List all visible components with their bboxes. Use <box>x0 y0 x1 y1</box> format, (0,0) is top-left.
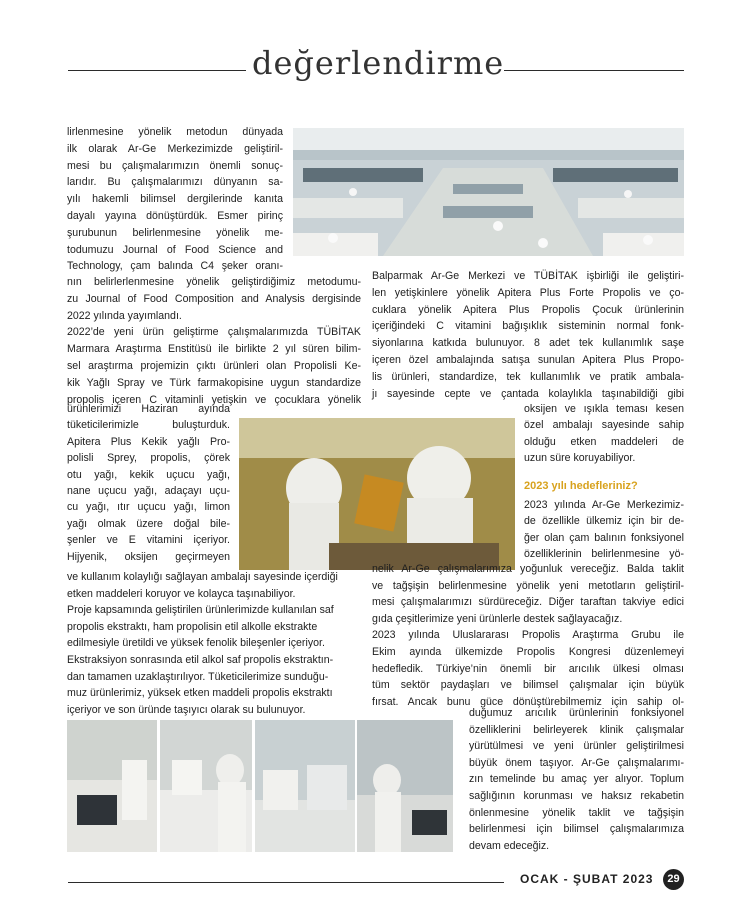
lab-photo-1 <box>67 720 157 852</box>
col1-line: propolis içeren C vitaminli yetişkin ve çocuklara yönelik <box>67 393 361 406</box>
col1-line: ve kullanım kolaylığı sağlayan ambalajı sayesinde içerdiği <box>67 571 338 583</box>
col1-line: içeriyor ve son üründe taşıyıcı olarak su bulunuyor. <box>67 703 306 716</box>
col2-line: len yetişkinlere yönelik Apitera Plus Forte Propolis ve ço- <box>372 286 684 299</box>
lab-photo <box>293 128 684 256</box>
col1-line: Hijyenik, oksijen geçirmeyen <box>67 550 230 563</box>
col1-line: Marmara Araştırma Enstitüsü ile birlikte 2 yıl süren bilim- <box>67 343 361 356</box>
col2-line: mesi çalışmalarımızı sürdüreceğiz. Diğer taraftan takviye edici <box>372 596 684 609</box>
lab-photo-3 <box>255 720 355 852</box>
col1-line: yağı olmak üzere doğal bile- <box>67 517 230 530</box>
section-title: değerlendirme <box>252 44 505 82</box>
col1-line: edilmesiyle üretildi ve yüksek fenolik bileşenler içeriyor. <box>67 637 325 650</box>
col1-line: tüketicilerimizle buluşturduk. <box>67 419 230 432</box>
col2-line: jı sayesinde cepte ve çantada kolaylıkla taşınabildiği gibi <box>372 387 684 400</box>
col1-line: todumuzu Journal of Food Science and <box>67 243 283 256</box>
lab-photo-4 <box>357 720 453 852</box>
col2-line: özel ambalajı sayesinde sahip <box>524 419 684 432</box>
col1-line: muz ürünlerimiz, yüksek etken maddeli propolis ekstraktı <box>67 687 333 700</box>
col1-line: cu yağı, ıtır uçucu yağı, limon <box>67 501 230 514</box>
col2-line: zın temelinde bu amaç yer alıyor. Toplum <box>469 773 684 786</box>
col2-line: lis ürünleri, standardize, tek kullanımlık ve pratik ambala- <box>372 370 684 383</box>
col2-line: tüm sektör paydaşları ve bilimsel çalışmalar için büyük <box>372 679 684 692</box>
col1-line: lirlenmesine yönelik metodun dünyada <box>67 126 283 138</box>
col2-line: olduğu etken maddeleri de <box>524 435 684 448</box>
col1-line: Ekstraksiyon sonrasında etil alkol saf propolis ekstraktın- <box>67 654 334 666</box>
col1-line: Proje kapsamında geliştirilen ürünlerimizde kullanılan saf <box>67 604 334 617</box>
header-rule-right <box>504 70 684 71</box>
col1-line: şenler ve E vitamini içeriyor. <box>67 534 230 547</box>
col1-line: ilk olarak Ar-Ge Merkezimizde geliştiril- <box>67 142 283 155</box>
footer-rule <box>68 882 504 883</box>
col1-line: propolis ekstraktı, ham propolisin etil alkolle ekstrakte <box>67 620 318 633</box>
col2-line: oksijen ve ışıkla teması kesen <box>524 403 684 415</box>
col2-line: duğumuz arıcılık ürünlerinin fonksiyonel <box>469 707 684 719</box>
col1-line: Technology, çam balında C4 şeker oranı- <box>67 260 283 273</box>
col1-line: dayalı yayına dönüştürdük. Esmer pirinç <box>67 210 283 222</box>
col1-line: otu yağı, kekik uçucu yağı, <box>67 468 230 481</box>
col2-line: 2023 yılında Ar-Ge Merkezimiz- <box>524 499 684 511</box>
col2-line: devam edeceğiz. <box>469 839 550 852</box>
col2-line: sağlığının korunması ve haksız rekabetin <box>469 790 684 802</box>
col2-line: nelik Ar-Ge çalışmalarımıza yoğunluk vereceğiz. Balda taklit <box>372 563 684 575</box>
col1-line: 2022’de yeni ürün geliştirme çalışmalarımızda TÜBİTAK <box>67 326 361 339</box>
col1-line: nın belirlerlenmesine yönelik geliştirdiğimiz metodumu- <box>67 276 361 288</box>
col2-line: 2023 yılında Uluslararası Propolis Araştırma Grubu ile <box>372 629 684 642</box>
header-rule-left <box>68 70 246 71</box>
col2-line: uzun süre koruyabiliyor. <box>524 452 636 465</box>
beekeeper-photo <box>239 418 515 570</box>
lab-photo-2 <box>160 720 252 852</box>
col2-line: hedefledik. Türkiye’nin önemli bir arıcılık ülkesi olması <box>372 662 684 675</box>
col1-line: etken maddeleri koruyor ve kolayca taşınabiliyor. <box>67 587 296 600</box>
col1-line: yılı hakemli bilimsel dergilerinde kanıta <box>67 193 283 206</box>
col2-line: gıda çeşitlerimize yeni ürünlerle destek sağlayacağız. <box>372 612 623 625</box>
col1-line: nane uçucu yağı, adaçayı uçu- <box>67 485 230 497</box>
col1-line: Apitera Plus Kekik yağlı Pro- <box>67 435 230 448</box>
col2-line: ğer olan çam balının fonksiyonel <box>524 531 684 544</box>
col2-line: cuklara yönelik Apitera Plus Propolis Çocuk ürünlerinin <box>372 303 684 316</box>
col2-line: içeren özel ambalajında satışa sunulan Apitera Plus Propo- <box>372 354 684 366</box>
col2-line: de özellikle ülkemiz için bir de- <box>524 515 684 528</box>
col1-line: 2022 yılında yayımlandı. <box>67 309 182 322</box>
issue-label: OCAK - ŞUBAT 2023 <box>520 872 654 886</box>
col2-line: ve tağşişin belirlenmesine yönelik yeni metotların geliştiril- <box>372 579 684 592</box>
col1-line: mesi bu çalışmalarımızın önemli sonuç- <box>67 159 283 172</box>
col2-line: belirlenmesi için bilimsel çalışmalarımıza <box>469 823 684 836</box>
col1-line: kik Yağlı Spray ve Türk farmakopisine uygun standardize <box>67 376 361 389</box>
col2-line: özelliklerini belirleyerek klinik çalışmalar <box>469 723 684 736</box>
col1-line: polisli Sprey, propolis, çörek <box>67 452 230 465</box>
col2-line: yürütülmesi ve yeni ürünler geliştirilmesi <box>469 740 684 753</box>
col1-line: larıdır. Bu çalışmalarımızı dünyanın sa- <box>67 176 283 189</box>
col2-line: Balparmak Ar-Ge Merkezi ve TÜBİTAK işbirliği ile geliştiri- <box>372 270 684 282</box>
col2-line: içeriğindeki C vitamini bağışıklık sisteminin normal fonk- <box>372 320 684 333</box>
col2-line: fırsat. Ancak bunu güce dönüştürebilmemiz için sahip ol- <box>372 695 684 708</box>
col2-line: siyonlarına katkıda bulunuyor. 8 adet tek kullanımlık saşe <box>372 337 684 350</box>
col2-line: önlenmesine yönelik taklit ve tağşişin <box>469 806 684 819</box>
page-number: 29 <box>663 869 684 890</box>
col2-line: Ekim ayında ülkemizde Propolis Kongresi düzenlemeyi <box>372 646 684 658</box>
col1-line: zu Journal of Food Composition and Analysis dergisinde <box>67 292 361 305</box>
col2-line: özelliklerinin belirlenmesine yö- <box>524 548 684 561</box>
section-heading: 2023 yılı hedefleriniz? <box>524 480 638 492</box>
col1-line: dan tamamen uzaklaştırılıyor. Tüketicilerimize sunduğu- <box>67 670 329 683</box>
col1-line: sel araştırma projemizin çıktı ürünleri olan Propolisli Ke- <box>67 360 361 372</box>
col2-line: büyük önem taşıyor. Ar-Ge çalışmalarımı- <box>469 756 684 769</box>
col1-line: ürünlerimizi Haziran ayında <box>67 403 230 415</box>
col1-line: şurubunun belirlenmesine yönelik me- <box>67 226 283 239</box>
